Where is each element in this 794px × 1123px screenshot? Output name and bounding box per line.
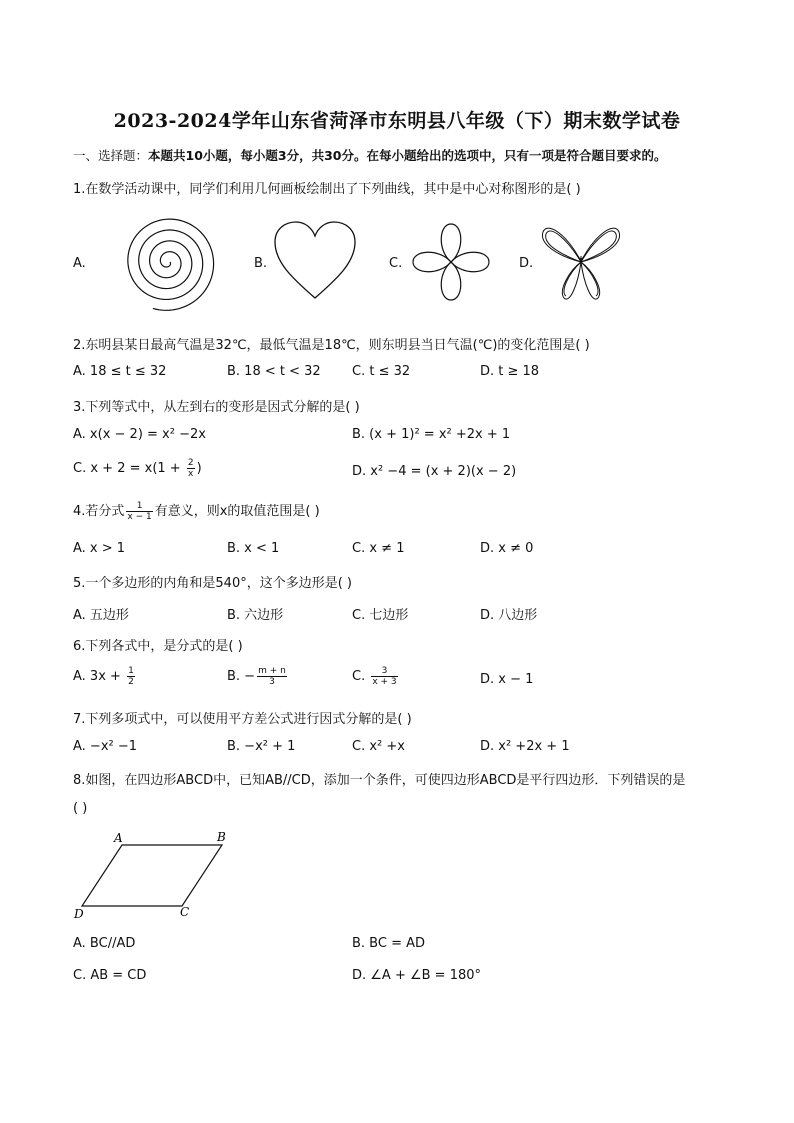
fraction [257, 666, 287, 687]
q2-option-a: A. 18 ≤ t ≤ 32 [73, 364, 167, 379]
fraction-numerator: 1 [128, 666, 134, 676]
parallelogram-figure [72, 828, 232, 920]
q7-option-a: A. −x² −1 [73, 739, 138, 754]
q4-option-d: D. x ≠ 0 [480, 541, 534, 556]
q7-option-b: B. −x² + 1 [227, 739, 296, 754]
fraction-numerator: 2 [187, 458, 194, 468]
q3-option-a: A. x(x − 2) = x² −2x [73, 427, 206, 442]
fraction-numerator: m + n [258, 666, 286, 676]
q5-option-d: D. 八边形 [480, 608, 538, 623]
q1-option-c-label: C. [389, 256, 403, 271]
heart-icon [272, 220, 358, 300]
question-5-stem: 5.一个多边形的内角和是540°，这个多边形是( ) [73, 576, 352, 591]
question-4-stem [73, 500, 320, 522]
q4-option-b: B. x < 1 [227, 541, 280, 556]
vertex-label-d: D [74, 907, 84, 921]
q1-option-a-label: A. [73, 256, 86, 271]
q8-option-c: C. AB = CD [73, 968, 147, 983]
spiral-icon [90, 206, 225, 316]
q6-option-c [352, 666, 400, 687]
question-1-stem: 1.在数学活动课中，同学们利用几何画板绘制出了下列曲线，其中是中心对称图形的是( ) [73, 182, 581, 197]
fraction [126, 501, 152, 522]
vertex-label-b: B [217, 830, 226, 844]
q8-option-d: D. ∠A + ∠B = 180° [352, 968, 482, 983]
q7-option-d: D. x² +2x + 1 [480, 739, 570, 754]
q4-option-c: C. x ≠ 1 [352, 541, 405, 556]
vertex-label-a: A [114, 831, 123, 845]
q6-option-a-prefix: A. 3x + [73, 669, 126, 684]
q2-option-d: D. t ≥ 18 [480, 364, 540, 379]
question-6-stem: 6.下列各式中，是分式的是( ) [73, 639, 243, 654]
q6-option-c-prefix: C. [352, 669, 370, 684]
question-2-stem: 2.东明县某日最高气温是32℃，最低气温是18℃，则东明县当日气温(℃)的变化范围是( ) [73, 338, 590, 353]
fraction-denominator: x [188, 469, 194, 479]
q4-stem-suffix: 有意义，则x的取值范围是( ) [154, 504, 320, 519]
q6-option-a [73, 666, 137, 687]
vertex-label-c: C [180, 905, 190, 919]
section-instructions: 本题共10小题，每小题3分，共30分。在每小题给出的选项中，只有一项是符合题目要求的。 [148, 148, 667, 163]
fraction-numerator: 3 [371, 666, 397, 677]
q3-option-d: D. x² −4 = (x + 2)(x − 2) [352, 464, 517, 479]
q8-option-a: A. BC//AD [73, 936, 136, 951]
q2-option-c: C. t ≤ 32 [352, 364, 411, 379]
parallelogram-shape [82, 845, 222, 906]
q3-option-c-prefix: C. x + 2 = x(1 + [73, 461, 185, 476]
q6-option-b [227, 666, 289, 687]
q3-option-c [73, 458, 202, 479]
section-heading [73, 146, 667, 164]
fraction-denominator: x − 1 [127, 512, 152, 522]
fraction-denominator: 2 [128, 677, 134, 687]
fraction [371, 666, 397, 687]
q6-option-b-prefix: B. − [227, 669, 256, 684]
exam-title: 2023-2024学年山东省菏泽市东明县八年级（下）期末数学试卷 [113, 110, 681, 132]
q2-option-b: B. 18 < t < 32 [227, 364, 321, 379]
fraction-denominator: x + 3 [372, 677, 397, 687]
question-8-stem-bracket: ( ) [73, 801, 88, 816]
q4-option-a: A. x > 1 [73, 541, 126, 556]
q7-option-c: C. x² +x [352, 739, 405, 754]
butterfly-icon [540, 220, 622, 304]
q3-option-c-suffix: ) [196, 461, 202, 476]
q1-option-b-label: B. [254, 256, 268, 271]
q8-option-b: B. BC = AD [352, 936, 426, 951]
fraction-denominator: 3 [269, 677, 275, 687]
section-label: 一、选择题： [73, 148, 149, 163]
four-leaf-icon [410, 220, 492, 304]
question-7-stem: 7.下列多项式中，可以使用平方差公式进行因式分解的是( ) [73, 712, 412, 727]
fraction-numerator: 1 [126, 501, 152, 512]
q5-option-a: A. 五边形 [73, 608, 129, 623]
question-8-stem: 8.如图，在四边形ABCD中，已知AB//CD，添加一个条件，可使四边形ABCD是平行四边形．下列错误的是 [73, 773, 686, 788]
question-3-stem: 3.下列等式中，从左到右的变形是因式分解的是( ) [73, 400, 360, 415]
q5-option-b: B. 六边形 [227, 608, 284, 623]
q5-option-c: C. 七边形 [352, 608, 409, 623]
q3-option-b: B. (x + 1)² = x² +2x + 1 [352, 427, 511, 442]
q4-stem-prefix: 4.若分式 [73, 504, 125, 519]
fraction [187, 458, 195, 479]
fraction [127, 666, 135, 687]
q6-option-d: D. x − 1 [480, 672, 534, 687]
q1-option-d-label: D. [519, 256, 534, 271]
